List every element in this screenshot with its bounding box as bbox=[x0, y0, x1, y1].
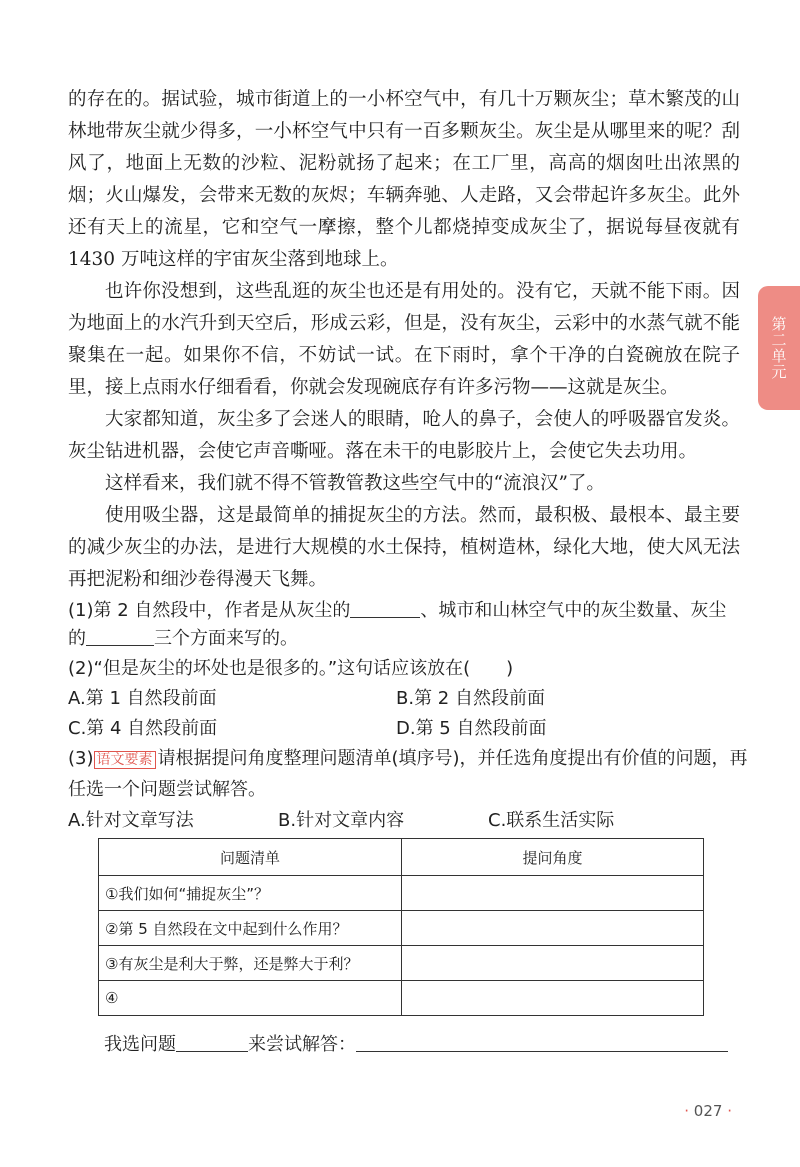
answer-line bbox=[104, 1030, 728, 1056]
question-1-line-2 bbox=[68, 624, 758, 650]
q1-text: (1)第 2 自然段中，作者是从灰尘的 bbox=[68, 600, 351, 621]
q2-option-c[interactable]: C.第 4 自然段前面 bbox=[68, 718, 218, 739]
q3-text: 请根据提问角度整理问题清单(填序号)，并任选角度提出有价值的问题，再任选一个问题尝试解答。 bbox=[68, 748, 748, 800]
table-row bbox=[99, 946, 704, 981]
table-row bbox=[99, 911, 704, 946]
question-cell: ②第 5 自然段在文中起到什么作用？ bbox=[99, 911, 402, 946]
page-number bbox=[684, 1102, 732, 1120]
question-cell[interactable]: ④ bbox=[99, 981, 402, 1016]
dot-icon: · bbox=[727, 1102, 732, 1120]
table-row bbox=[99, 876, 704, 911]
page-number-text: 027 bbox=[693, 1102, 723, 1120]
angle-cell[interactable] bbox=[402, 981, 704, 1016]
q2-option-a[interactable]: A.第 1 自然段前面 bbox=[68, 688, 217, 709]
q1-text: 三个方面来写的。 bbox=[154, 628, 298, 649]
q1-blank-1[interactable] bbox=[350, 599, 420, 618]
answer-prefix: 我选问题 bbox=[104, 1034, 176, 1055]
question-1-line-1 bbox=[68, 596, 758, 622]
passage-paragraph: 也许你没想到，这些乱逛的灰尘也还是有用处的。没有它，天就不能下雨。因为地面上的水汽升到天空后，形成云彩，但是，没有灰尘，云彩中的水蒸气就不能聚集在一起。如果你不信，不妨试一试。在下雨时，拿个干净的白瓷碗放在院子里，接上点雨水仔细看看，你就会发现碗底存有许多污物——这就是灰尘。 bbox=[68, 281, 740, 398]
question-cell: ①我们如何“捕捉灰尘”？ bbox=[99, 876, 402, 911]
angle-option-a: A.针对文章写法 bbox=[68, 810, 194, 831]
question-2-stem: (2)“但是灰尘的坏处也是很多的。”这句话应该放在( ) bbox=[68, 658, 514, 679]
passage-paragraph: 大家都知道，灰尘多了会迷人的眼睛，呛人的鼻子，会使人的呼吸器官发炎。灰尘钻进机器，会使它声音嘶哑。落在未干的电影胶片上，会使它失去功用。 bbox=[68, 409, 740, 462]
angle-option-c: C.联系生活实际 bbox=[488, 810, 615, 831]
q3-number: (3) bbox=[68, 748, 94, 769]
angle-cell[interactable] bbox=[402, 876, 704, 911]
q2-option-b[interactable]: B.第 2 自然段前面 bbox=[396, 688, 545, 709]
table-header-row bbox=[99, 839, 704, 876]
question-3-stem bbox=[68, 744, 758, 805]
unit-side-tab: 第二单元 bbox=[758, 286, 800, 410]
header-angle: 提问角度 bbox=[402, 839, 704, 876]
q1-blank-2[interactable] bbox=[86, 627, 154, 646]
answer-mid: 来尝试解答： bbox=[248, 1034, 356, 1055]
dot-icon: · bbox=[684, 1102, 690, 1120]
header-question-list: 问题清单 bbox=[99, 839, 402, 876]
question-list-table bbox=[98, 838, 704, 1016]
q2-option-d[interactable]: D.第 5 自然段前面 bbox=[396, 718, 547, 739]
question-cell: ③有灰尘是利大于弊，还是弊大于利？ bbox=[99, 946, 402, 981]
q1-text: 的 bbox=[68, 628, 86, 649]
table-row bbox=[99, 981, 704, 1016]
passage-paragraph: 的存在的。据试验，城市街道上的一小杯空气中，有几十万颗灰尘；草木繁茂的山林地带灰尘就少得多，一小杯空气中只有一百多颗灰尘。灰尘是从哪里来的呢？刮风了，地面上无数的沙粒、泥粉就扬了起来；在工厂里，高高的烟囱吐出浓黑的烟；火山爆发，会带来无数的灰烬；车辆奔驰、人走路，又会带起许多灰尘。此外还有天上的流星，它和空气一摩擦，整个儿都烧掉变成灰尘了，据说每昼夜就有1430 万吨这样的宇宙灰尘落到地球上。 bbox=[68, 89, 740, 270]
angle-cell[interactable] bbox=[402, 911, 704, 946]
chosen-question-blank[interactable] bbox=[176, 1033, 248, 1052]
passage-paragraph: 这样看来，我们就不得不管教管教这些空气中的“流浪汉”了。 bbox=[105, 473, 605, 494]
reading-passage bbox=[68, 84, 740, 596]
angle-option-b: B.针对文章内容 bbox=[278, 810, 405, 831]
angle-cell[interactable] bbox=[402, 946, 704, 981]
passage-paragraph: 使用吸尘器，这是最简单的捕捉灰尘的方法。然而，最积极、最根本、最主要的减少灰尘的办法，是进行大规模的水土保持，植树造林，绿化大地，使大风无法再把泥粉和细沙卷得漫天飞舞。 bbox=[68, 505, 740, 590]
q1-text: 、城市和山林空气中的灰尘数量、灰尘 bbox=[420, 600, 727, 621]
language-element-tag: 语文要素 bbox=[94, 751, 156, 769]
answer-blank[interactable] bbox=[356, 1033, 728, 1052]
